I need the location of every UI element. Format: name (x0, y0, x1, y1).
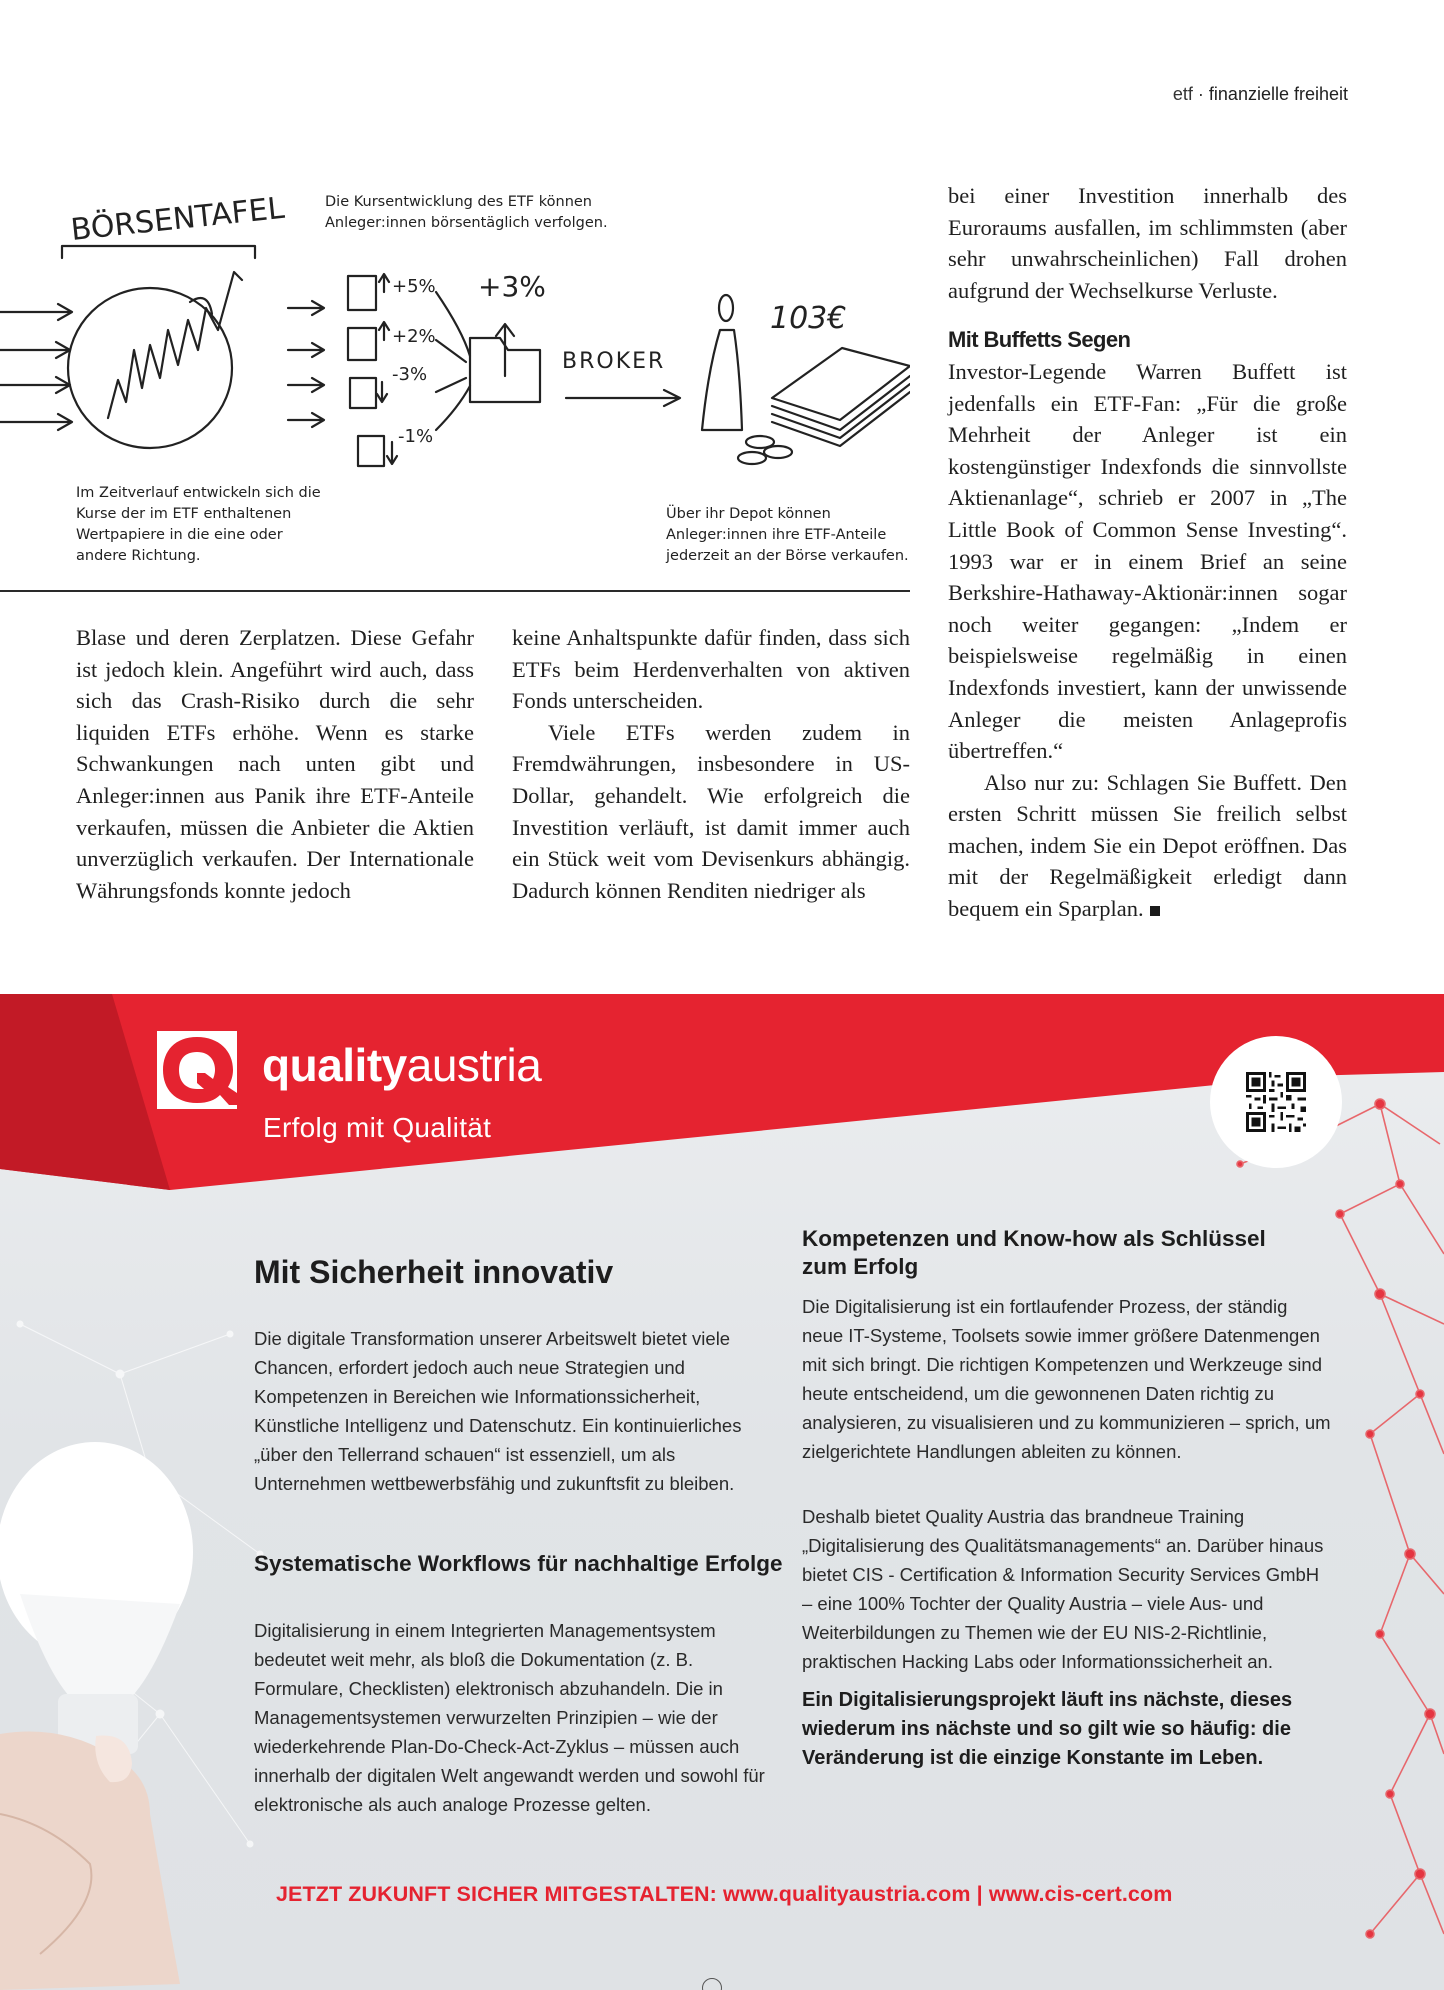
investor-figure (702, 295, 742, 430)
article-column-1 (76, 622, 474, 906)
converging-lines (436, 292, 470, 430)
article-column-3 (948, 180, 1347, 925)
sketch-label-exchange: BÖRSENTAFEL (69, 190, 287, 248)
article-column-2 (512, 622, 910, 906)
caption-price-tracking: Die Kursentwicklung des ETF können Anleger:innen börsentäglich verfolgen. (325, 194, 608, 232)
ad-call-to-action (276, 1882, 1172, 1907)
article-paragraph: Viele ETFs werden zudem in Fremdwährungen, insbesondere in US-Dollar, gehandelt. Wie erfolgreich die Investition verläuft, ist damit immer auch ein Stück weit vom Devisenkurs abhängig. Dadurch können Renditen niedriger als (512, 719, 910, 903)
ad-conclusion: Ein Digitalisierungsprojekt läuft ins nächste, dieses wiederum ins nächste und so gilt wie so häufig: die Veränderung ist die einzige Konstante im Leben. (802, 1689, 1293, 1769)
brand-slogan: Erfolg mit Qualität (263, 1112, 492, 1143)
article-paragraph: keine Anhaltspunkte dafür finden, dass sich ETFs beim Herdenverhalten von aktiven Fonds unterscheiden. (512, 625, 910, 714)
running-head-title: finanzielle freiheit (1208, 84, 1348, 104)
ad-training-text: Deshalb bietet Quality Austria das brandneue Training „Digitalisierung des Qualitätsmanagements“ an. Darüber hinaus bietet CIS - Certification & Information Security Services GmbH – eine 100% Tochter der Quality Austria – viele Aus- und Weiterbildungen zu Themen wie der EU NIS-2-Richtlinie, praktischen Hacking Labs oder Informationssicherheit an. (802, 1506, 1324, 1672)
ad-workflows-text: Digitalisierung in einem Integrierten Managementsystem bedeutet weit mehr, als bloß die Dokumentation (z. B. Formulare, Checklisten) elektronisch abzuhandeln. Die in Managementsystemen verwurzelten Prinzipien – wie der wiederkehrende Plan-Do-Check-Act-Zyklus – müssen auch innerhalb der digitalen Welt angewandt werden und sowohl für elektronische als auch analoge Prozesse gelten. (254, 1620, 765, 1815)
exchange-globe (62, 246, 255, 448)
sketch-label-change-1: +5% (392, 276, 436, 297)
broker-arrow (566, 390, 680, 406)
caption-price-development: Im Zeitverlauf entwickeln sich die Kurse der im ETF enthaltenen Wertpapiere in die eine oder andere Richtung. (76, 485, 321, 565)
brand-wordmark (262, 1038, 541, 1092)
sketch-label-change-4: -1% (398, 426, 434, 447)
sketch-label-change-3: -3% (392, 364, 428, 385)
running-head (1173, 84, 1348, 105)
brand-bold: quality (262, 1039, 407, 1091)
brand-light: austria (406, 1039, 542, 1091)
closing-text: Also nur zu: Schlagen Sie Buffett. Den ersten Schritt müssen Sie freilich selbst machen, indem Sie ein Depot eröffnen. Das mit der Regelmäßigkeit erledigt dann bequem ein Sparplan. (948, 769, 1347, 922)
article-paragraph: Blase und deren Zerplatzen. Diese Gefahr ist jedoch klein. Angeführt wird auch, dass sich das Crash-Risiko durch die sehr liquiden ETFs erhöhe. Wenn es starke Schwankungen nach unten gibt und Anleger:innen aus Panik ihre ETF-Anteile verkaufen, müssen die Anbieter die Aktien unverzüglich verkaufen. Der Internationale Währungsfonds konnte jedoch (76, 625, 474, 903)
mid-arrows (288, 301, 324, 427)
hand-image (0, 1732, 180, 1990)
article-paragraph (948, 767, 1347, 925)
ad-subheading-competences: Kompetenzen und Know-how als Schlüssel zum Erfolg (802, 1226, 1266, 1279)
cash-stack (738, 348, 910, 464)
sketch-label-amount: 103€ (770, 301, 847, 336)
article-paragraph: bei einer Investition innerhalb des Euroraums ausfallen, im schlimmsten (aber sehr unwahrscheinlichen) Fall drohen aufgrund der Wechselkurse Verluste. (948, 183, 1347, 303)
qr-code-icon (1246, 1072, 1306, 1132)
end-of-article-mark (1150, 906, 1160, 916)
input-arrows (0, 304, 72, 430)
ad-subheading-workflows: Systematische Workflows für nachhaltige Erfolge (254, 1551, 783, 1576)
sketch-label-broker: BROKER (562, 349, 666, 374)
qr-code[interactable] (1210, 1036, 1342, 1168)
illustration-rule (0, 590, 910, 592)
sketch-label-change-2: +2% (392, 326, 436, 347)
etf-folder (470, 324, 540, 402)
ad-competences-text: Die Digitalisierung ist ein fortlaufender Prozess, der ständig neue IT-Systeme, Toolsets sowie immer größere Datenmengen mit sich bringt. Die richtigen Kompetenzen und Werkzeuge sind heute entscheidend, um die gewonnenen Daten richtig zu analysieren, zu visualisieren und zu kommunizieren – sprich, um zielgerichtete Handlungen ableiten zu können. (802, 1296, 1331, 1462)
cta-link-qualityaustria[interactable]: www.qualityaustria.com (723, 1882, 971, 1906)
ad-headline: Mit Sicherheit innovativ (254, 1254, 614, 1290)
section-heading: Mit Buffetts Segen (948, 327, 1131, 353)
quality-austria-logo (157, 1031, 237, 1109)
article-paragraph: Investor-Legende Warren Buffett ist jedenfalls ein ETF-Fan: „Für die große Mehrheit der Anleger ist ein kostengünstiger Indexfonds die sinnvollste Aktienanlage“, schrieb er 2007 in „The Little Book of Common Sense Investing“. 1993 war er in einem Brief an seine Berkshire-Hathaway-Aktionär:innen sogar noch weiter gegangen: „Indem er beispielsweise regelmäßig in einen Indexfonds investiert, kann der unwissende Anleger die meisten Anlageprofis übertreffen.“ (948, 358, 1347, 764)
cta-link-cis-cert[interactable]: www.cis-cert.com (988, 1882, 1173, 1906)
section-label: etf (1172, 84, 1193, 104)
stock-boxes (348, 274, 397, 466)
cta-separator: | (970, 1882, 989, 1906)
cta-label: JETZT ZUKUNFT SICHER MITGESTALTEN: (276, 1882, 717, 1906)
running-head-separator: · (1192, 84, 1209, 104)
ad-intro-text: Die digitale Transformation unserer Arbeitswelt bietet viele Chancen, erfordert jedoch auch neue Strategien und Kompetenzen in Bereichen wie Informationssicherheit, Künstliche Intelligenz und Datenschutz. Ein kontinuierliches „über den Tellerrand schauen“ ist essenziell, um als Unternehmen wettbewerbsfähig und zukunftsfit zu bleiben. (254, 1328, 742, 1494)
caption-depot-sale: Über ihr Depot können Anleger:innen ihre ETF-Anteile jederzeit an der Börse verkaufen. (666, 506, 909, 565)
sketch-label-total: +3% (478, 270, 546, 303)
